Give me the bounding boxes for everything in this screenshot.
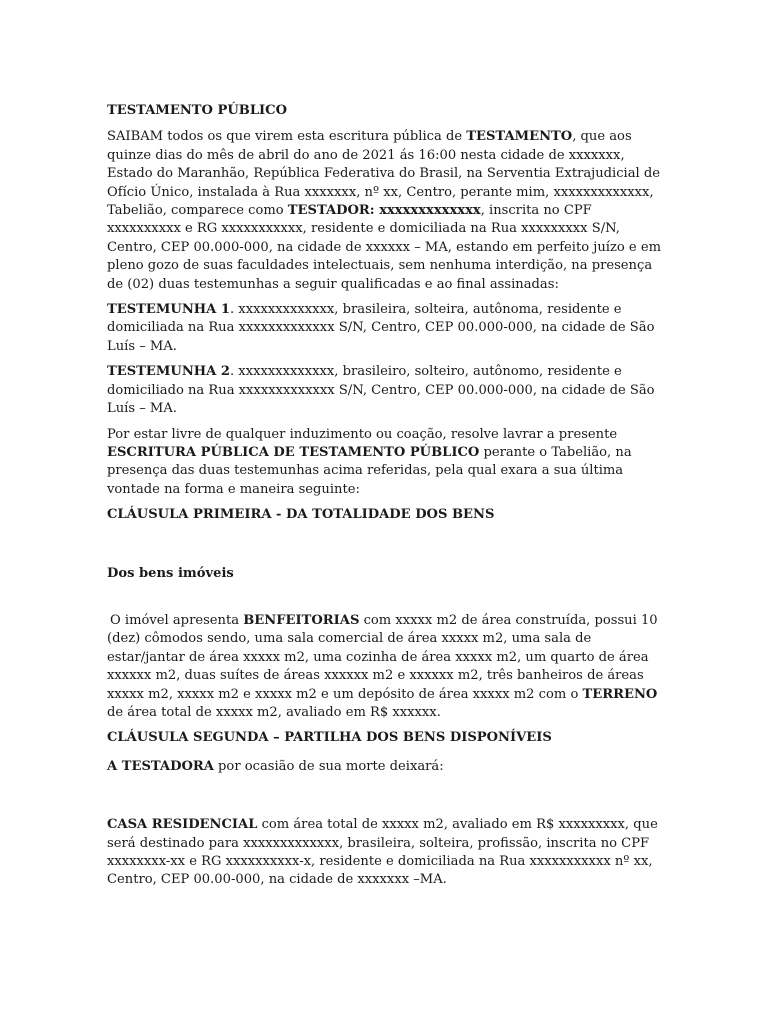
- intro-text-2: , que aos quinze dias do mês de abril do ano de 2021 ás 16:00 nesta cidade de xxxxxxx, Estado do Maranhão, República Federativa do Brasil, na Serventia Extrajudicial de Ofício Único, instalada à Rua xxxxxxx, nº xx, Centro, perante mim, xxxxxxxxxxxxx, Tabelião, comparece como: [107, 129, 661, 219]
- clause-1-heading: CLÁUSULA PRIMEIRA - DA TOTALIDADE DOS BENS: [107, 507, 495, 523]
- testadora-text: por ocasião de sua morte deixará:: [213, 758, 444, 774]
- imovel-text-2: com xxxxx m2 de área construída, possui 10 (dez) cômodos sendo, uma sala comercial de área xxxxx m2, uma sala de estar/jantar de área xxxxx m2, uma cozinha de área xxxxx m2, um quarto de área xxxxxx m2, duas suítes de áreas xxxxxx m2 e xxxxxx m2, três banheiros de áreas xxxxx m2, xxxxx m2 e xxxxx m2 e um depósito de área xxxxx m2 com o: [107, 612, 658, 702]
- intro-bold-testador: TESTADOR: xxxxxxxxxxxxx: [287, 203, 481, 219]
- clause-2-heading: CLÁUSULA SEGUNDA – PARTILHA DOS BENS DISPONÍVEIS: [107, 730, 552, 746]
- witness-2-text: . xxxxxxxxxxxxx, brasileiro, solteiro, autônomo, residente e domiciliado na Rua xxxxxxxxxxxxx S/N, Centro, CEP 00.000-000, na cidade de São Luís – MA.: [107, 364, 655, 417]
- imovel-bold-terreno: TERRENO: [582, 686, 658, 702]
- witness-2-label: TESTEMUNHA 2: [107, 364, 230, 380]
- casa-text: com área total de xxxxx m2, avaliado em R$ xxxxxxxxx, que será destinado para xxxxxxxxxxxxx, brasileira, solteira, profissão, inscrita no CPF xxxxxxxx-xx e RG xxxxxxxxxx-x, residente e domiciliada na Rua xxxxxxxxxxx nº xx, Centro, CEP 00.00-000, na cidade de xxxxxxx –MA.: [107, 817, 658, 888]
- witness-2-paragraph: [107, 363, 665, 418]
- intro-text-1: SAIBAM todos os que virem esta escritura pública de: [107, 129, 467, 145]
- casa-paragraph: [107, 816, 665, 890]
- declaration-bold: ESCRITURA PÚBLICA DE TESTAMENTO PÚBLICO: [107, 444, 480, 460]
- document-page: [107, 102, 665, 890]
- imovel-bold-benfeitorias: BENFEITORIAS: [243, 612, 360, 628]
- testadora-bold: A TESTADORA: [107, 758, 214, 774]
- document-title: TESTAMENTO PÚBLICO: [107, 103, 288, 118]
- intro-bold-testamento: TESTAMENTO: [466, 129, 573, 145]
- intro-paragraph: [107, 128, 665, 294]
- imovel-paragraph: [107, 612, 665, 722]
- declaration-text-1: Por estar livre de qualquer induzimento ou coação, resolve lavrar a presente: [107, 426, 618, 442]
- witness-1-text: . xxxxxxxxxxxxx, brasileira, solteira, autônoma, residente e domiciliada na Rua xxxxxxxxxxxxx S/N, Centro, CEP 00.000-000, na cidade de São Luís – MA.: [107, 302, 655, 354]
- declaration-paragraph: [107, 426, 665, 500]
- testadora-paragraph: [107, 758, 665, 776]
- casa-bold: CASA RESIDENCIAL: [107, 817, 258, 833]
- witness-1-label: TESTEMUNHA 1: [107, 302, 230, 318]
- intro-text-3: , inscrita no CPF xxxxxxxxxx e RG xxxxxxxxxxx, residente e domiciliada na Rua xxxxxxxxx S/N, Centro, CEP 00.000-000, na cidade de xxxxxx – MA, estando em perfeito juízo e em pleno gozo de suas faculdades intelectuais, sem nenhuma interdição, na presença de (02) duas testemunhas a seguir qualificadas e ao final assinadas:: [107, 203, 661, 292]
- imovel-text-3: de área total de xxxxx m2, avaliado em R$ xxxxxx.: [107, 704, 441, 720]
- declaration-text-2: perante o Tabelião, na presença das duas testemunhas acima referidas, pela qual exara a sua última vontade na forma e maneira seguinte:: [107, 444, 632, 497]
- imovel-text-1: O imóvel apresenta: [110, 612, 244, 628]
- subheading-imoveis: Dos bens imóveis: [107, 565, 234, 581]
- witness-1-paragraph: [107, 301, 665, 356]
